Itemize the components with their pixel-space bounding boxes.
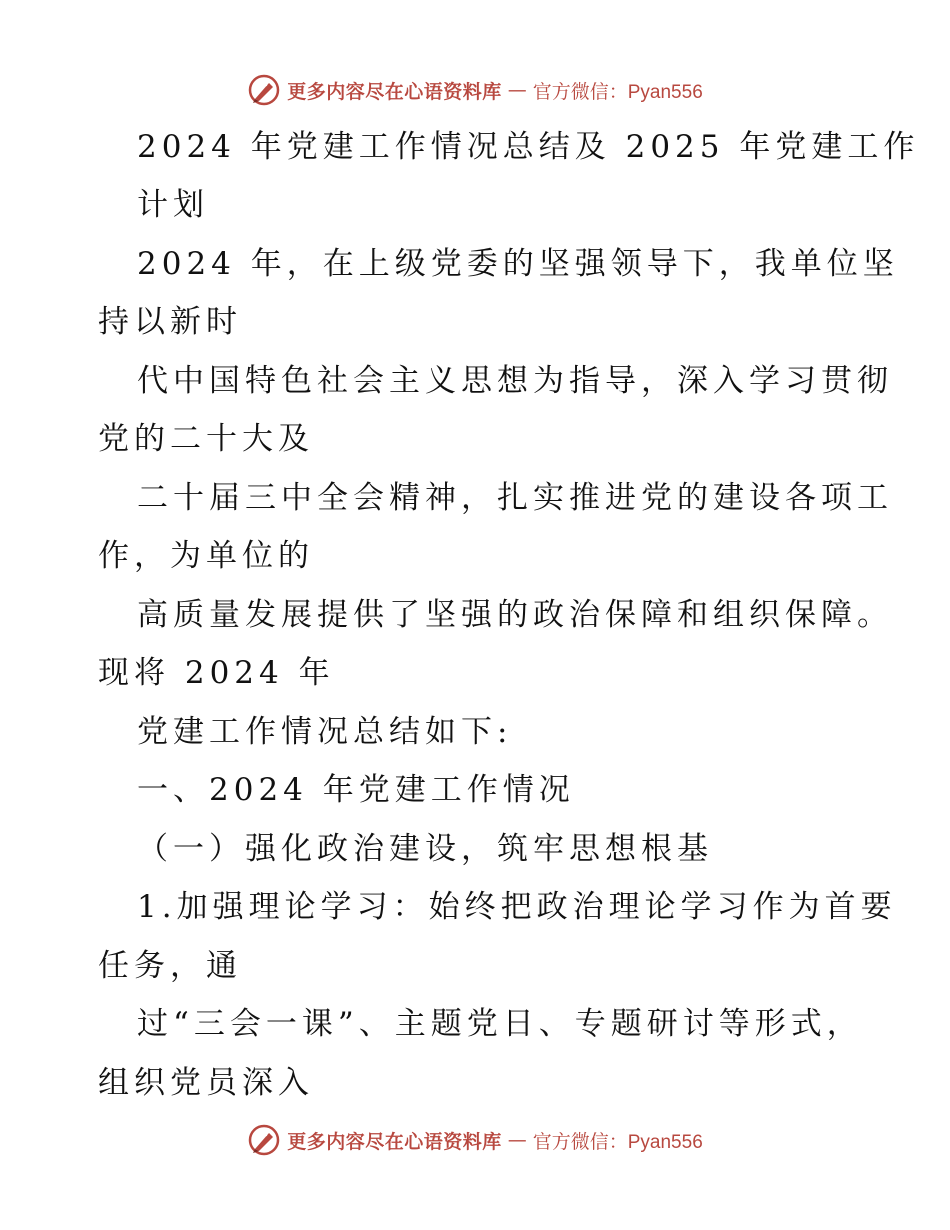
paragraph-line: 党的二十大及 (98, 421, 314, 457)
paragraph-line: 组织党员深入 (98, 1065, 314, 1101)
paragraph-line: 2024 年，在上级党委的坚强领导下，我单位坚 (137, 246, 899, 282)
watermark-contact: 官方微信：Pyan556 (532, 1131, 703, 1153)
subsection-heading: （一）强化政治建设，筑牢思想根基 (137, 831, 713, 867)
document-title-line: 计划 (137, 187, 209, 223)
paragraph-line: 作，为单位的 (98, 538, 314, 574)
paragraph-line: 1.加强理论学习：始终把政治理论学习作为首要 (137, 889, 897, 925)
paragraph-line: 现将 2024 年 (98, 655, 335, 691)
section-heading: 一、2024 年党建工作情况 (137, 772, 575, 808)
watermark-text: 更多内容尽在心语资料库 (287, 1130, 502, 1153)
paragraph-line: 代中国特色社会主义思想为指导，深入学习贯彻 (137, 363, 893, 399)
paragraph-line: 持以新时 (98, 304, 242, 340)
watermark-banner-bottom (0, 1120, 950, 1160)
paragraph-line: 高质量发展提供了坚强的政治保障和组织保障。 (137, 597, 893, 633)
paragraph-line: 过“三会一课”、主题党日、专题研讨等形式， (137, 1006, 863, 1042)
watermark-banner-top (0, 70, 950, 110)
watermark-text: 更多内容尽在心语资料库 (287, 80, 502, 103)
watermark-separator: — (507, 1129, 527, 1151)
watermark-separator: — (507, 79, 527, 101)
document-title-line: 2024 年党建工作情况总结及 2025 年党建工作 (137, 129, 920, 165)
pen-logo-icon (247, 73, 281, 107)
paragraph-line: 党建工作情况总结如下: (137, 714, 513, 750)
paragraph-line: 二十届三中全会精神，扎实推进党的建设各项工 (137, 480, 893, 516)
paragraph-line: 任务，通 (98, 948, 242, 984)
pen-logo-icon (247, 1123, 281, 1157)
watermark-contact: 官方微信：Pyan556 (532, 81, 703, 103)
